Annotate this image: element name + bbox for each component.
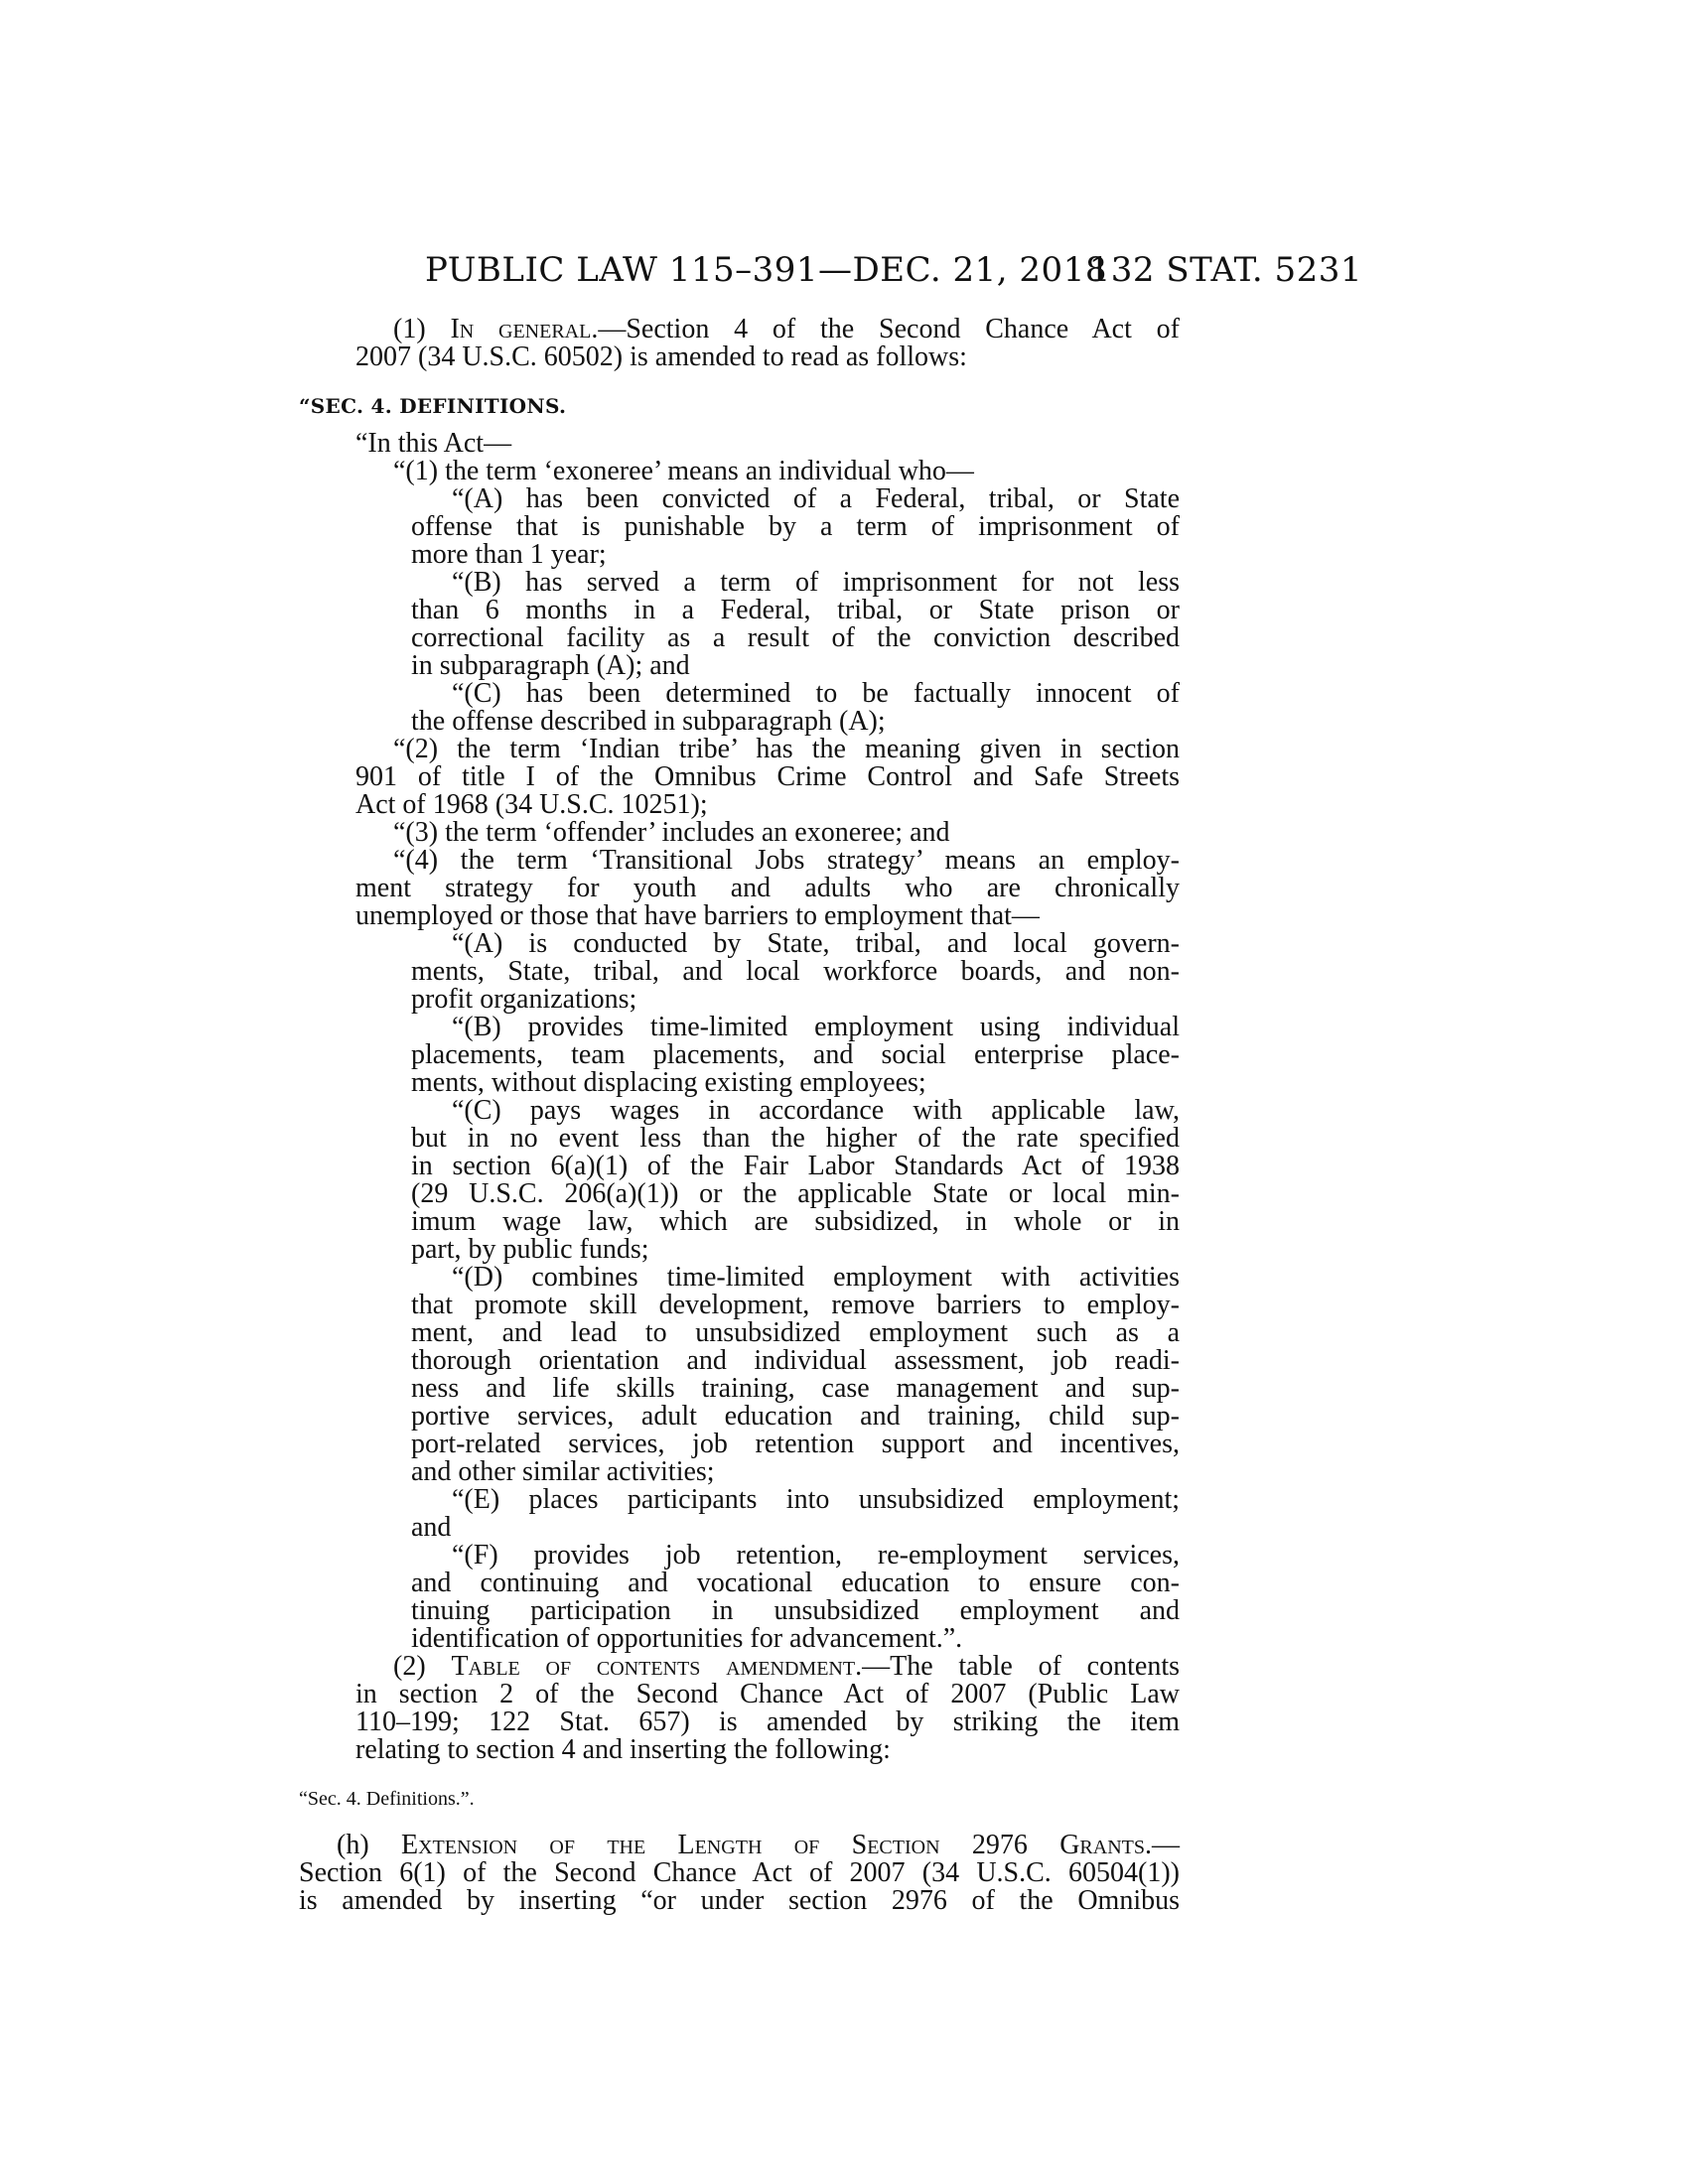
paragraph-line: “(C) pays wages in accordance with applicable law, [452, 1095, 1180, 1126]
paragraph-line: part, by public funds; [411, 1234, 649, 1265]
paragraph-line: and [411, 1512, 452, 1543]
paragraph-line: (h) Extension of the Length of Section 2976 Grants.— [337, 1830, 1180, 1860]
paragraph-line: tinuing participation in unsubsidized employment and [411, 1595, 1180, 1626]
paragraph-line: “(D) combines time-limited employment with activities [452, 1262, 1180, 1293]
paragraph-line: and other similar activities; [411, 1456, 715, 1487]
paragraph-line: (1) In general.—Section 4 of the Second Chance Act of [393, 314, 1180, 344]
paragraph-caption: Table of contents amendment [451, 1651, 856, 1682]
paragraph-line: in section 2 of the Second Chance Act of 2007 (Public Law [355, 1679, 1180, 1709]
paragraph-line: “(1) the term ‘exoneree’ means an individual who— [393, 456, 974, 486]
paragraph-line: more than 1 year; [411, 539, 607, 570]
paragraph-line: (29 U.S.C. 206(a)(1)) or the applicable State or local min- [411, 1178, 1180, 1209]
paragraph-line: than 6 months in a Federal, tribal, or State prison or [411, 595, 1180, 625]
paragraph-caption: In general [450, 314, 592, 344]
paragraph-line: Act of 1968 (34 U.S.C. 10251); [355, 789, 708, 820]
paragraph-line: that promote skill development, remove barriers to employ- [411, 1290, 1180, 1320]
paragraph-line: 110–199; 122 Stat. 657) is amended by striking the item [355, 1706, 1180, 1737]
paragraph-line: “(B) provides time-limited employment using individual [452, 1012, 1180, 1042]
paragraph-line: the offense described in subparagraph (A); [411, 706, 886, 737]
paragraph-line: correctional facility as a result of the conviction described [411, 622, 1180, 653]
paragraph-line: relating to section 4 and inserting the following: [355, 1734, 891, 1765]
toc-item: “Sec. 4. Definitions.”. [299, 1788, 475, 1810]
paragraph-line: portive services, adult education and training, child sup- [411, 1401, 1180, 1432]
section-heading: “SEC. 4. DEFINITIONS. [299, 394, 567, 418]
paragraph-line: “(3) the term ‘offender’ includes an exoneree; and [393, 817, 950, 848]
paragraph-line: unemployed or those that have barriers to employment that— [355, 900, 1040, 931]
paragraph-line: and continuing and vocational education to ensure con- [411, 1568, 1180, 1598]
paragraph-line: Section 6(1) of the Second Chance Act of 2007 (34 U.S.C. 60504(1)) [299, 1857, 1180, 1888]
paragraph-line: in section 6(a)(1) of the Fair Labor Standards Act of 1938 [411, 1151, 1180, 1181]
paragraph-line: “(4) the term ‘Transitional Jobs strategy’ means an employ- [393, 845, 1180, 876]
paragraph-line: “(A) has been convicted of a Federal, tribal, or State [452, 483, 1180, 514]
paragraph-line: ment strategy for youth and adults who are chronically [355, 873, 1180, 903]
paragraph-line: “In this Act— [355, 428, 512, 459]
paragraph-line: “(F) provides job retention, re-employment services, [452, 1540, 1180, 1570]
page-number: 132 STAT. 5231 [1088, 250, 1362, 290]
paragraph-line: ments, State, tribal, and local workforce boards, and non- [411, 956, 1180, 987]
paragraph-line: 2007 (34 U.S.C. 60502) is amended to read as follows: [355, 341, 967, 372]
paragraph-line: ness and life skills training, case management and sup- [411, 1373, 1180, 1404]
paragraph-line: imum wage law, which are subsidized, in whole or in [411, 1206, 1180, 1237]
paragraph-line: offense that is punishable by a term of imprisonment of [411, 511, 1180, 542]
paragraph-line: 901 of title I of the Omnibus Crime Control and Safe Streets [355, 761, 1180, 792]
paragraph-line: profit organizations; [411, 984, 637, 1015]
paragraph-line: identification of opportunities for advancement.”. [411, 1623, 963, 1654]
paragraph-line: is amended by inserting “or under section 2976 of the Omnibus [299, 1885, 1180, 1916]
paragraph-line: thorough orientation and individual assessment, job readi- [411, 1345, 1180, 1376]
paragraph-line: “(A) is conducted by State, tribal, and local govern- [452, 928, 1180, 959]
running-head-title: PUBLIC LAW 115–391—DEC. 21, 2018 [425, 250, 1107, 290]
paragraph-line: “(C) has been determined to be factually innocent of [452, 678, 1180, 709]
paragraph-line: “(B) has served a term of imprisonment for not less [452, 567, 1180, 598]
paragraph-line: (2) Table of contents amendment.—The table of contents [393, 1651, 1180, 1682]
paragraph-line: but in no event less than the higher of the rate specified [411, 1123, 1180, 1154]
subsection-caption: Extension of the Length of Section 2976 Grants [400, 1830, 1145, 1860]
paragraph-line: in subparagraph (A); and [411, 650, 690, 681]
paragraph-line: “(2) the term ‘Indian tribe’ has the meaning given in section [393, 734, 1180, 764]
paragraph-line: “(E) places participants into unsubsidized employment; [452, 1484, 1180, 1515]
paragraph-line: port-related services, job retention support and incentives, [411, 1429, 1180, 1459]
paragraph-line: ments, without displacing existing employees; [411, 1067, 926, 1098]
paragraph-line: ment, and lead to unsubsidized employment such as a [411, 1317, 1180, 1348]
paragraph-line: placements, team placements, and social enterprise place- [411, 1039, 1180, 1070]
